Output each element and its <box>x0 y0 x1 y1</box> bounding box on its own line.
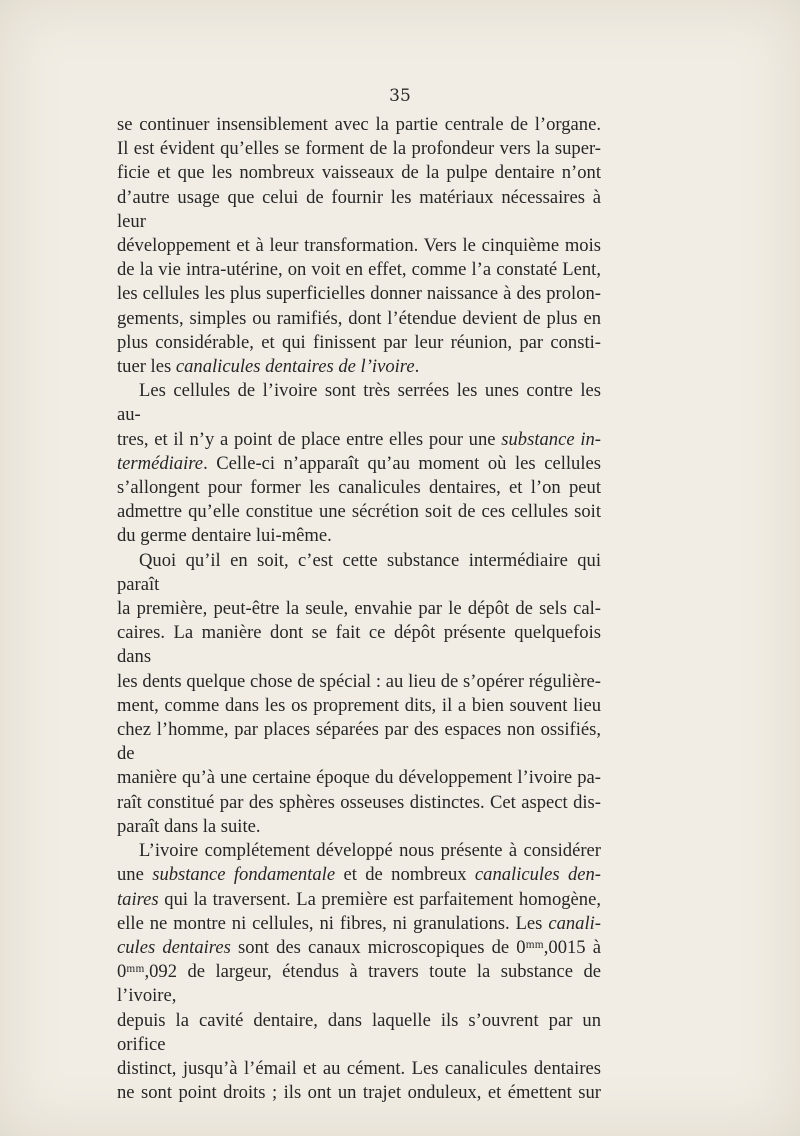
body-text <box>117 113 601 1105</box>
italic-term: canalicules den- <box>474 864 601 886</box>
text-line: s’allongent pour former les canalicules dentaires, et l’on peut <box>117 477 601 499</box>
text-line: tres, et il n’y a point de place entre elles pour une substance in- <box>117 428 601 450</box>
italic-term: taires <box>117 888 159 910</box>
italic-term: canalicules dentaires de l’ivoire <box>175 356 415 378</box>
text-line: cules dentaires sont des canaux microscopiques de 0ᵐᵐ,0015 à <box>117 936 601 958</box>
text-line: du germe dentaire lui-même. <box>117 525 332 547</box>
text-line: de la vie intra-utérine, on voit en effet, comme l’a constaté Lent, <box>117 259 601 281</box>
text-line: Quoi qu’il en soit, c’est cette substance intermédiaire qui paraît <box>117 549 601 595</box>
text-line: termédiaire. Celle-ci n’apparaît qu’au moment où les cellules <box>117 452 601 474</box>
text-line: L’ivoire complétement développé nous présente à considérer <box>139 840 601 862</box>
page-number: 35 <box>389 86 411 106</box>
text-line: les dents quelque chose de spécial : au lieu de s’opérer régulière- <box>117 670 601 692</box>
text-line: gements, simples ou ramifiés, dont l’étendue devient de plus en <box>117 307 601 329</box>
text-line: distinct, jusqu’à l’émail et au cément. Les canalicules dentaires <box>117 1057 601 1079</box>
text-line: caires. La manière dont se fait ce dépôt présente quelquefois dans <box>117 622 601 668</box>
text-line: Les cellules de l’ivoire sont très serrées les unes contre les au- <box>117 380 601 426</box>
text-line: ne sont point droits ; ils ont un trajet onduleux, et émettent sur <box>117 1082 601 1104</box>
text-line: paraît dans la suite. <box>117 815 261 837</box>
text-line: la première, peut-être la seule, envahie par le dépôt de sels cal- <box>117 598 601 620</box>
text-line: d’autre usage que celui de fournir les matériaux nécessaires à leur <box>117 186 601 232</box>
text-line: développement et à leur transformation. Vers le cinquième mois <box>117 235 601 257</box>
text-line: se continuer insensiblement avec la partie centrale de l’organe. <box>117 114 601 135</box>
text-line: chez l’homme, par places séparées par des espaces non ossifiés, de <box>117 719 601 765</box>
text-line: raît constitué par des sphères osseuses distinctes. Cet aspect dis- <box>117 791 601 813</box>
text-line: plus considérable, et qui finissent par leur réunion, par consti- <box>117 331 601 353</box>
italic-term: termédiaire <box>117 452 204 474</box>
text-line: depuis la cavité dentaire, dans laquelle ils s’ouvrent par un orifice <box>117 1009 601 1055</box>
text-line: tuer les canalicules dentaires de l’ivoire. <box>117 356 420 378</box>
text-line: une substance fondamentale et de nombreux canalicules den- <box>117 864 601 886</box>
text-line: manière qu’à une certaine époque du développement l’ivoire pa- <box>117 767 601 789</box>
italic-term: canali- <box>548 912 601 934</box>
italic-term: cules dentaires <box>117 936 231 958</box>
text-line: elle ne montre ni cellules, ni fibres, ni granulations. Les canali- <box>117 912 601 934</box>
italic-term: substance fondamentale <box>152 864 336 886</box>
text-line: 0ᵐᵐ,092 de largeur, étendus à travers toute la substance de l’ivoire, <box>117 961 601 1007</box>
text-line: taires qui la traversent. La première est parfaitement homogène, <box>117 888 601 910</box>
text-line: ment, comme dans les os proprement dits, il a bien souvent lieu <box>117 694 601 716</box>
text-line: les cellules les plus superficielles donner naissance à des prolon- <box>117 283 601 305</box>
text-line: ficie et que les nombreux vaisseaux de la pulpe dentaire n’ont <box>117 162 601 184</box>
text-line: Il est évident qu’elles se forment de la profondeur vers la super- <box>117 138 601 160</box>
text-line: admettre qu’elle constitue une sécrétion soit de ces cellules soit <box>117 501 601 523</box>
italic-term: substance in- <box>501 428 601 450</box>
